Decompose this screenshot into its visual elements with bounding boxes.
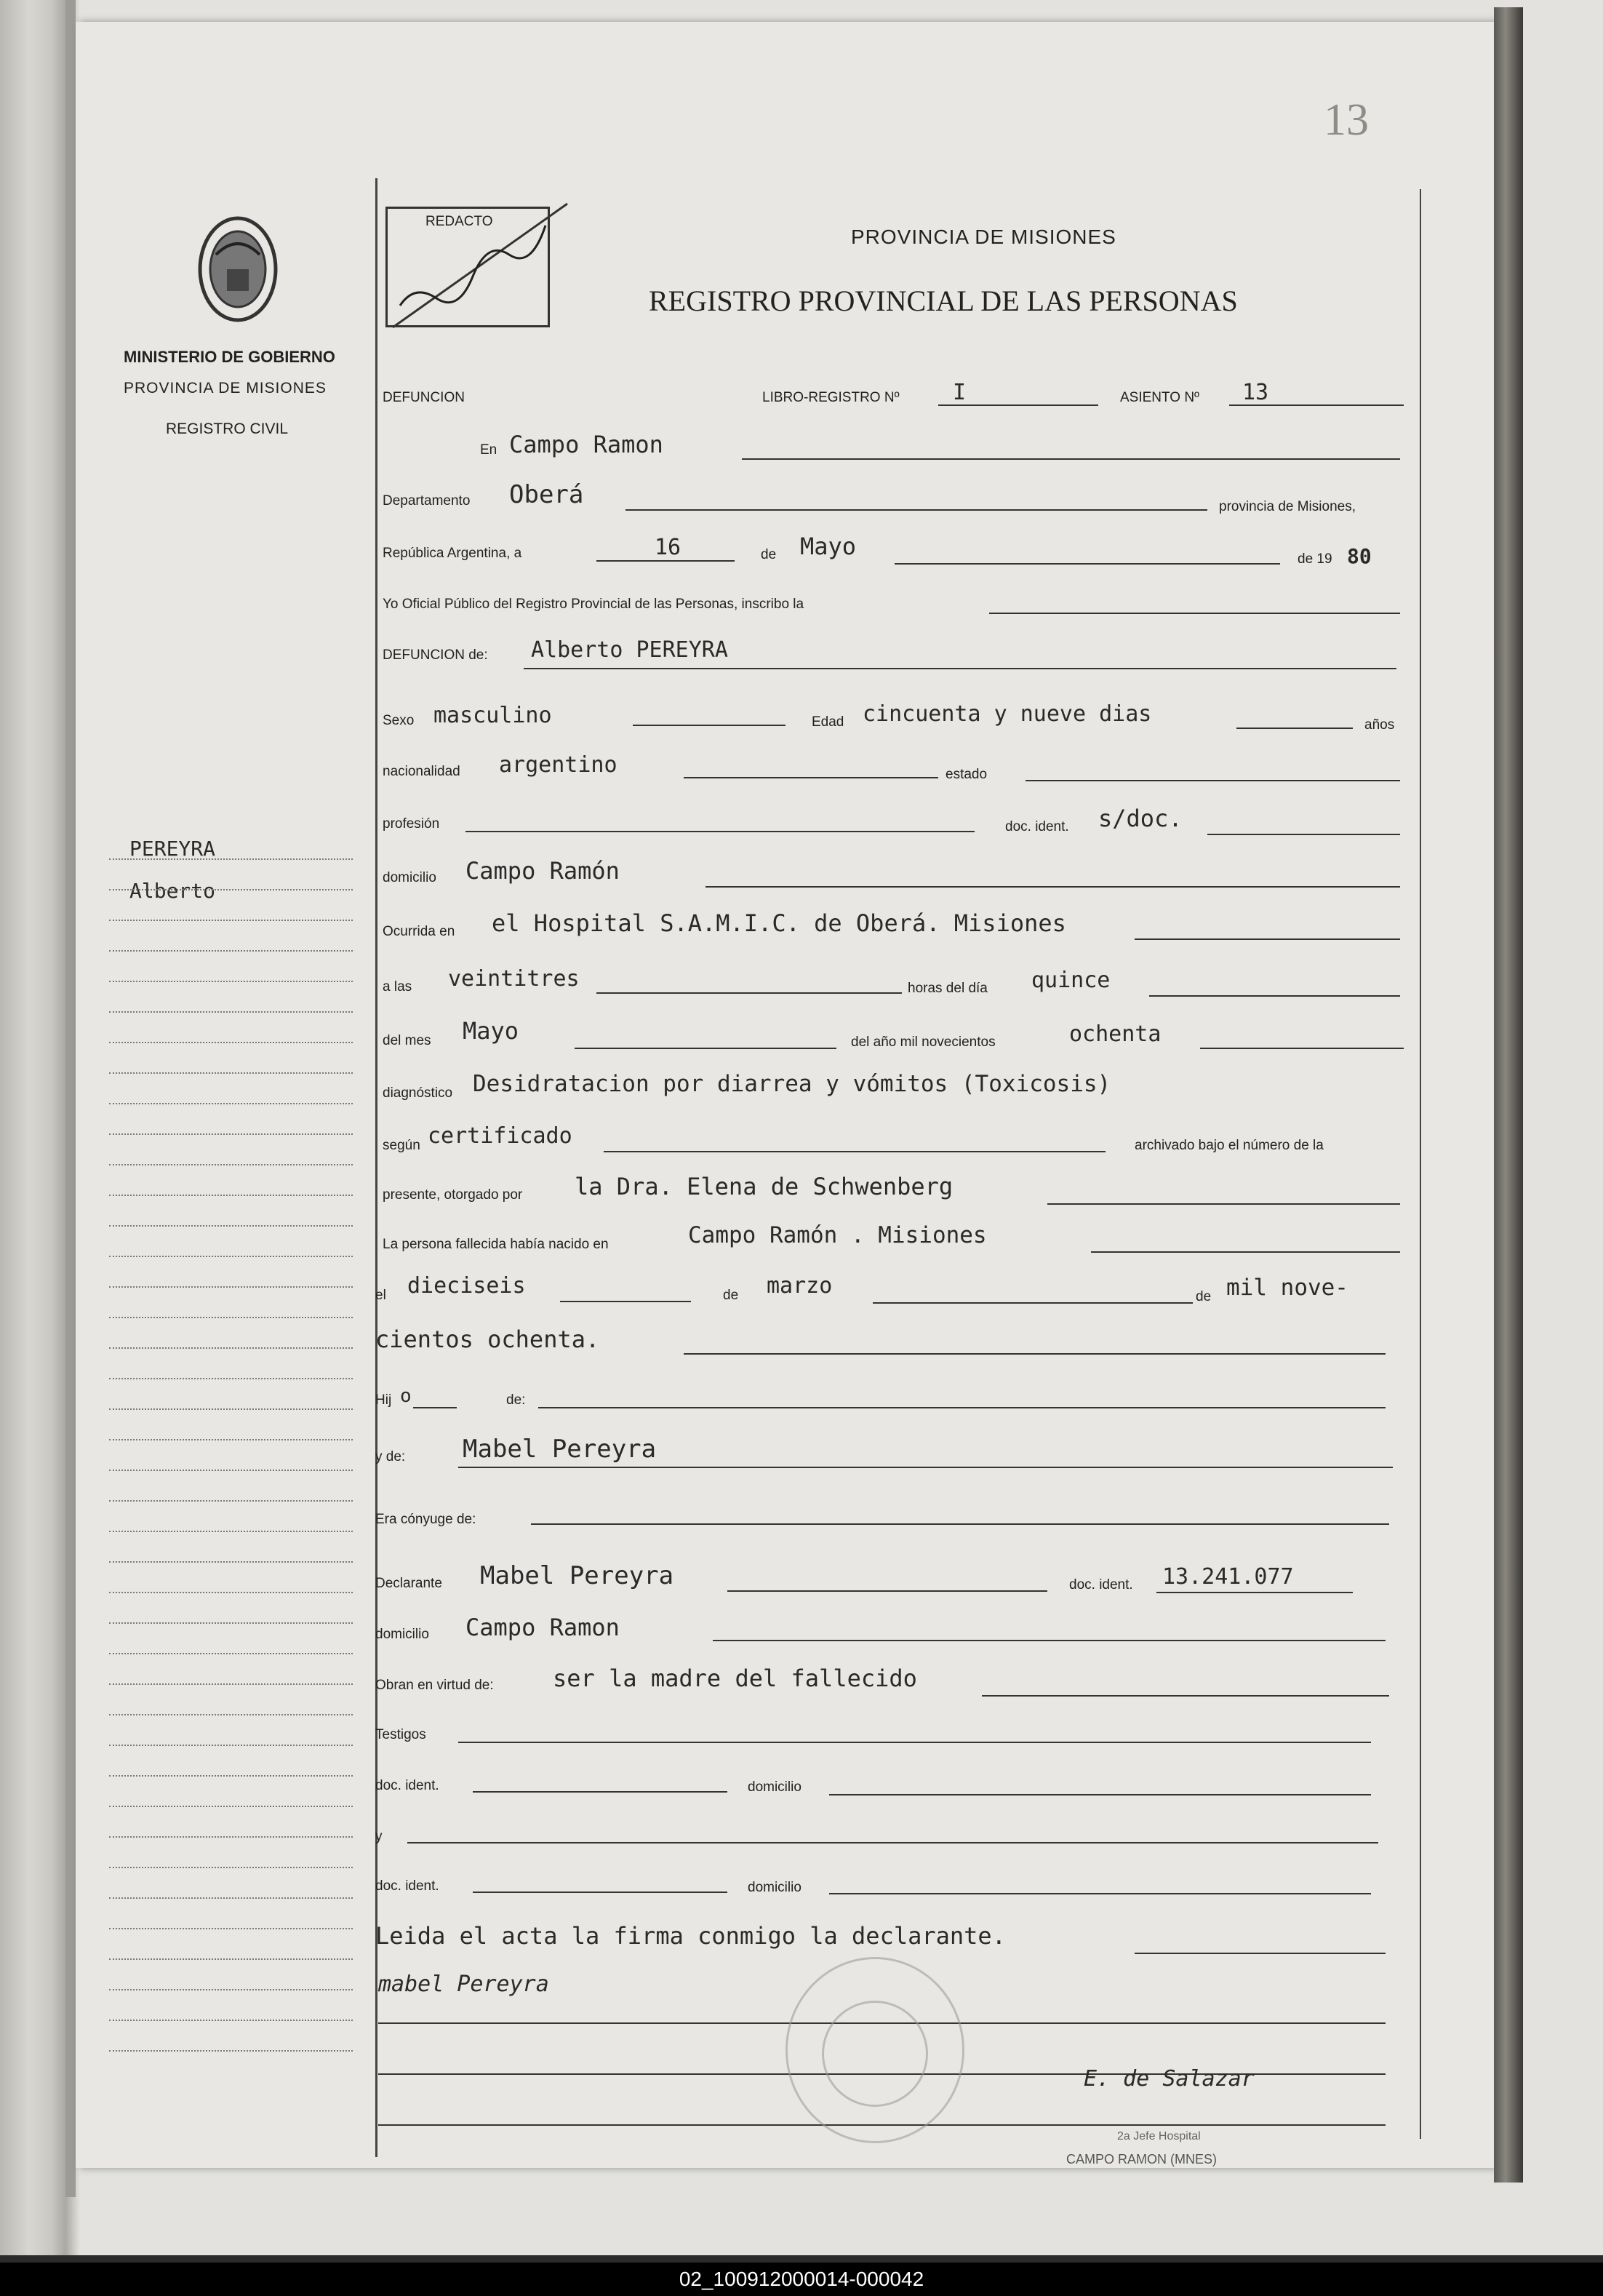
margin-ruled-line: [109, 1378, 353, 1379]
sexo-line: [633, 725, 785, 726]
margin-ruled-line: [109, 1500, 353, 1502]
horas-label: horas del día: [908, 981, 988, 996]
edad-value: cincuenta y nueve dias: [863, 701, 1152, 727]
margin-ruled-line: [109, 1011, 353, 1013]
sexo-value: masculino: [433, 703, 552, 728]
el-label: el: [375, 1288, 386, 1303]
margin-ruled-line: [109, 1622, 353, 1624]
domicilio4-label: domicilio: [748, 1880, 802, 1895]
margin-ruled-line: [109, 1133, 353, 1135]
nacionalidad-value: argentino: [499, 752, 617, 778]
nacido-en-value: Campo Ramón . Misiones: [688, 1222, 987, 1248]
y-label: y: [375, 1829, 383, 1844]
firma-oficial: E. de Salazar: [1084, 2066, 1255, 2092]
margin-ruled-line: [109, 2020, 353, 2021]
margin-ruled-line: [109, 1286, 353, 1288]
anio-fallec-value: ochenta: [1069, 1021, 1162, 1047]
asiento-label: ASIENTO Nº: [1120, 390, 1199, 405]
sexo-label: Sexo: [383, 713, 415, 728]
margin-ruled-line: [109, 1775, 353, 1777]
de2-label: de: [723, 1288, 739, 1303]
departamento-label: Departamento: [383, 493, 471, 509]
ocurrida-line: [1135, 938, 1400, 940]
provincia-label: provincia de Misiones,: [1219, 499, 1356, 514]
dia-line: [596, 560, 735, 562]
margin-ruled-line: [109, 1592, 353, 1593]
lugar-line: [742, 458, 1400, 460]
redacto-label: REDACTO: [425, 214, 493, 229]
diagnostico-label: diagnóstico: [383, 1085, 453, 1101]
margin-ruled-line: [109, 1836, 353, 1838]
margin-ruled-line: [109, 1928, 353, 1929]
profesion-label: profesión: [383, 816, 440, 832]
asiento-line: [1229, 404, 1404, 406]
coat-of-arms-icon: [191, 211, 285, 327]
doc-ident3-label: doc. ident.: [375, 1778, 439, 1793]
departamento-line: [625, 509, 1207, 511]
nac-anio2-line: [684, 1353, 1386, 1355]
segun-label: según: [383, 1138, 420, 1153]
del-mes-label: del mes: [383, 1033, 431, 1048]
domicilio-value: Campo Ramón: [465, 857, 620, 885]
domicilio2-label: domicilio: [375, 1627, 429, 1642]
margin-ruled-line: [109, 858, 353, 860]
redacto-signature-icon: [385, 196, 575, 342]
obran-value: ser la madre del fallecido: [553, 1665, 917, 1692]
estado-line: [1026, 780, 1400, 781]
presente-label: presente, otorgado por: [383, 1187, 523, 1203]
margin-ruled-line: [109, 1867, 353, 1868]
page-number: 13: [1324, 95, 1369, 145]
libro-line: [938, 404, 1098, 406]
margin-ruled-line: [109, 1958, 353, 1960]
domicilio3-line: [829, 1794, 1371, 1795]
departamento-value: Oberá: [509, 480, 584, 509]
obran-line: [982, 1695, 1389, 1697]
domicilio3-label: domicilio: [748, 1779, 802, 1795]
cierre-text: Leida el acta la firma conmigo la declarante.: [375, 1922, 1006, 1950]
margin-ruled-line: [109, 1439, 353, 1440]
doc-ident2-label: doc. ident.: [1069, 1577, 1133, 1593]
testigos-label: Testigos: [375, 1727, 426, 1742]
hij-suffix: o: [400, 1385, 412, 1407]
margin-ruled-line: [109, 1989, 353, 1990]
margin-ruled-line: [109, 1653, 353, 1654]
estado-label: estado: [946, 767, 988, 782]
segun-value: certificado: [428, 1123, 572, 1149]
yo-oficial-label: Yo Oficial Público del Registro Provincial de las Personas, inscribo la: [383, 597, 804, 612]
official-stamp-inner: [822, 2001, 928, 2107]
hij-label: Hij: [375, 1392, 392, 1408]
decl-doc-value: 13.241.077: [1162, 1564, 1294, 1590]
anio-value: 80: [1347, 544, 1372, 568]
ministry-registry: REGISTRO CIVIL: [166, 420, 289, 437]
anio-fallec-line: [1200, 1048, 1404, 1049]
hij-line: [413, 1407, 457, 1408]
margin-ruled-line: [109, 1256, 353, 1257]
diagnostico-value: Desidratacion por diarrea y vómitos (Toxicosis): [473, 1071, 1111, 1097]
en-label: En: [480, 442, 497, 458]
a-las-label: a las: [383, 979, 412, 994]
doc-line: [1207, 834, 1400, 835]
nacido-en-line: [1091, 1251, 1400, 1253]
margin-ruled-line: [109, 1347, 353, 1349]
madre-value: Mabel Pereyra: [463, 1435, 657, 1464]
doc-ident3-line: [473, 1791, 727, 1793]
yo-oficial-line: [989, 613, 1400, 614]
de3-label: de: [1196, 1289, 1212, 1304]
margin-ruled-line: [109, 1531, 353, 1532]
margin-ruled-line: [109, 889, 353, 890]
madre-line: [458, 1467, 1393, 1468]
hora-value: veintitres: [448, 966, 580, 992]
libro-label: LIBRO-REGISTRO Nº: [762, 390, 900, 405]
padre-line: [538, 1407, 1386, 1408]
registry-heading: REGISTRO PROVINCIAL DE LAS PERSONAS: [649, 284, 1238, 317]
nac-mes-value: marzo: [767, 1273, 833, 1299]
margin-ruled-line: [109, 1683, 353, 1685]
doc-ident4-line: [473, 1892, 727, 1893]
margin-surname: PEREYRA: [129, 837, 216, 861]
edad-label: Edad: [812, 714, 844, 730]
margin-ruled-line: [109, 1195, 353, 1196]
de-mes-label: de: [761, 547, 777, 562]
libro-value: I: [953, 380, 967, 405]
anio-label: de 19: [1298, 551, 1332, 567]
margin-ruled-line: [109, 1164, 353, 1165]
segun-line: [604, 1151, 1106, 1152]
firma-declarante: mabel Pereyra: [378, 1972, 549, 1997]
defuncion-de-label: DEFUNCION de:: [383, 647, 488, 663]
nac-dia-value: dieciseis: [407, 1273, 526, 1299]
dia-value: 16: [655, 535, 681, 560]
asiento-value: 13: [1242, 380, 1269, 405]
margin-ruled-line: [109, 1225, 353, 1227]
otorgado-value: la Dra. Elena de Schwenberg: [575, 1173, 954, 1200]
nombre-line: [524, 668, 1396, 669]
book-cover-edge: [1494, 7, 1523, 2183]
margin-ruled-line: [109, 2050, 353, 2052]
margin-ruled-line: [109, 1561, 353, 1563]
nac-mes-line: [873, 1302, 1193, 1304]
right-rule: [1420, 189, 1421, 2139]
stamp-sub: 2a Jefe Hospital: [1117, 2130, 1201, 2142]
margin-ruled-line: [109, 1317, 353, 1318]
mes-fallec-line: [575, 1048, 836, 1049]
conyuge-label: Era cónyuge de:: [375, 1512, 476, 1527]
margin-ruled-line: [109, 1745, 353, 1746]
declarante-value: Mabel Pereyra: [480, 1561, 674, 1590]
doc-ident-label: doc. ident.: [1005, 819, 1069, 834]
del-anio-label: del año mil novecientos: [851, 1035, 996, 1050]
profesion-line: [465, 831, 975, 832]
margin-ruled-line: [109, 1806, 353, 1807]
edad-line: [1236, 728, 1353, 729]
obran-label: Obran en virtud de:: [375, 1678, 494, 1693]
decl-domicilio-line: [713, 1640, 1386, 1641]
stamp-campo: CAMPO RAMON (MNES): [1066, 2152, 1217, 2167]
decl-domicilio-value: Campo Ramon: [465, 1614, 620, 1641]
y-de-label: y de:: [375, 1449, 406, 1464]
testigos-line: [458, 1742, 1371, 1743]
nacionalidad-label: nacionalidad: [383, 764, 460, 779]
margin-ruled-line: [109, 981, 353, 982]
margin-ruled-line: [109, 1072, 353, 1074]
nac-anio2-value: cientos ochenta.: [375, 1326, 600, 1353]
defuncion-label: DEFUNCION: [383, 390, 465, 405]
mes-line: [895, 563, 1280, 565]
margin-divider: [375, 178, 377, 2157]
dia-fallec-value: quince: [1031, 968, 1111, 993]
conyuge-line: [531, 1523, 1389, 1525]
footer-id: 02_100912000014-000042: [679, 2268, 924, 2290]
ministry-title: MINISTERIO DE GOBIERNO: [124, 348, 335, 366]
domicilio-label: domicilio: [383, 870, 436, 885]
province-heading: PROVINCIA DE MISIONES: [851, 226, 1116, 248]
anios-label: años: [1364, 717, 1395, 733]
cierre-line: [1135, 1953, 1386, 1954]
margin-ruled-line: [109, 1897, 353, 1899]
book-spine: [65, 0, 76, 2197]
archivado-label: archivado bajo el número de la: [1135, 1138, 1324, 1153]
lugar-value: Campo Ramon: [509, 431, 663, 458]
mes-fallec-value: Mayo: [463, 1017, 519, 1045]
republica-label: República Argentina, a: [383, 546, 522, 561]
nombre-value: Alberto PEREYRA: [531, 637, 728, 663]
hora-line: [596, 992, 902, 994]
margin-firstname: Alberto: [129, 879, 216, 903]
margin-ruled-line: [109, 1042, 353, 1043]
ocurrida-value: el Hospital S.A.M.I.C. de Oberá. Misiones: [492, 909, 1066, 937]
persona-nacido-label: La persona fallecida había nacido en: [383, 1237, 609, 1252]
dia-fallec-line: [1149, 995, 1400, 997]
domicilio4-line: [829, 1893, 1371, 1894]
margin-ruled-line: [109, 1714, 353, 1715]
ministry-province: PROVINCIA DE MISIONES: [124, 380, 327, 396]
domicilio-line: [705, 886, 1400, 888]
nac-dia-line: [560, 1301, 691, 1302]
margin-ruled-line: [109, 950, 353, 952]
doc-value: s/doc.: [1098, 805, 1183, 832]
margin-ruled-line: [109, 1408, 353, 1410]
doc-ident4-label: doc. ident.: [375, 1878, 439, 1894]
declarante-line: [727, 1590, 1047, 1592]
margin-ruled-line: [109, 1103, 353, 1104]
nacionalidad-line: [684, 777, 938, 778]
margin-ruled-line: [109, 920, 353, 921]
otorgado-line: [1047, 1203, 1400, 1205]
nac-anio1-value: mil nove-: [1226, 1275, 1348, 1301]
ocurrida-label: Ocurrida en: [383, 924, 455, 939]
mes-value: Mayo: [800, 533, 857, 560]
y-line: [407, 1842, 1378, 1843]
margin-ruled-line: [109, 1470, 353, 1471]
de-padre-label: de:: [506, 1392, 526, 1408]
decl-doc-line: [1156, 1592, 1353, 1593]
declarante-label: Declarante: [375, 1576, 442, 1591]
